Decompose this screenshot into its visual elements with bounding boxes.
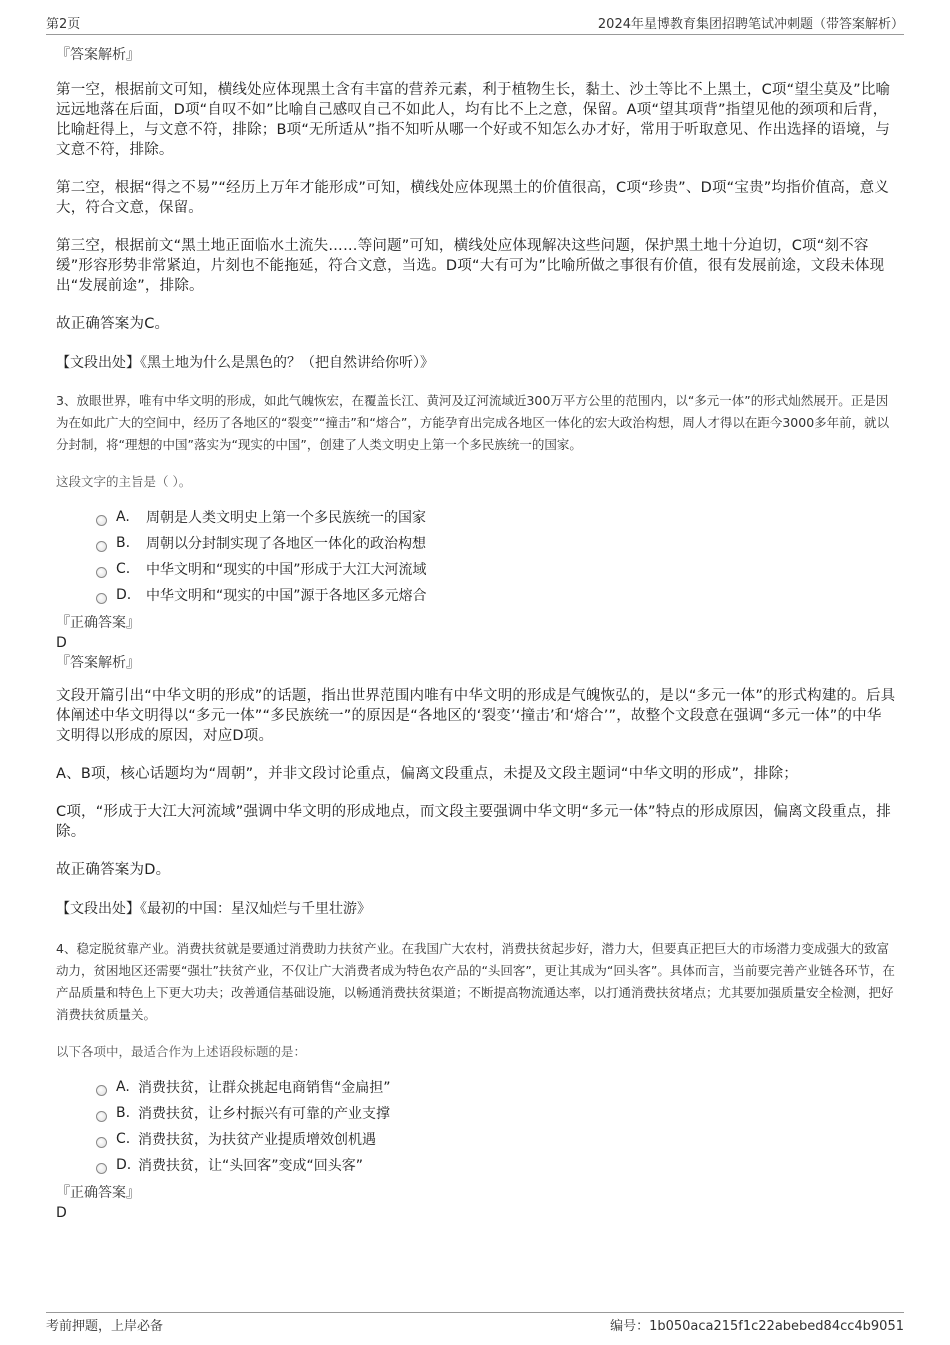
radio-icon[interactable] [96,1163,107,1174]
page-header [46,10,904,35]
radio-icon[interactable] [96,567,107,578]
option-d[interactable]: D. 中华文明和“现实的中国”源于各地区多元熔合 [96,582,896,608]
question-3-options [96,504,896,608]
option-b[interactable]: B. 消费扶贫，让乡村振兴有可靠的产业支撑 [96,1100,896,1126]
analysis-paragraph: 第一空，根据前文可知，横线处应体现黑土含有丰富的营养元素，利于植物生长，黏土、沙土等比不上黑土，C项“望尘莫及”比喻远远地落在后面，D项“自叹不如”比喻自己感叹自己不如此人，均有比不上之意，保留。A项“望其项背”指望见他的颈项和后背，比喻赶得上，与文意不符，排除；B项“无所适从”指不知听从哪一个好或不知怎么办才好，常用于听取意见、作出选择的语境，与文意不符，排除。 [56,82,891,158]
analysis-paragraph: C项，“形成于大江大河流域”强调中华文明的形成地点，而文段主要强调中华文明“多元一体”特点的形成原因，偏离文段重点，排除。 [56,804,891,840]
analysis-conclusion: 故正确答案为D。 [56,862,171,878]
analysis-paragraph: 第三空，根据前文“黑土地正面临水土流失……等问题”可知，横线处应体现解决这些问题，保护黑土地十分迫切，C项“刻不容缓”形容形势非常紧迫，片刻也不能拖延，符合文意，当选。D项“大有可为”比喻所做之事很有价值，很有发展前途，文段未体现出“发展前途”，排除。 [56,238,885,294]
page-content [56,44,896,1222]
option-a[interactable]: A. 周朝是人类文明史上第一个多民族统一的国家 [96,504,896,530]
option-c[interactable]: C. 中华文明和“现实的中国”形成于大江大河流域 [96,556,896,582]
correct-answer: D [56,635,67,651]
radio-icon[interactable] [96,1111,107,1122]
footer-slogan: 考前押题，上岸必备 [46,1319,164,1334]
correct-answer: D [56,1205,67,1221]
question-3-text: 3、放眼世界，唯有中华文明的形成，如此气魄恢宏，在覆盖长江、黄河及辽河流域近300万平方公里的范围内，以“多元一体”的形式灿然展开。正是因为在如此广大的空间中，经历了各地区的“裂变”“撞击”和“熔合”，方能孕育出完成各地区一体化的宏大政治构想，周人才得以在距今3000多年前，就以分封制，将“理想的中国”落实为“现实的中国”，创建了人类文明史上第一个多民族统一的国家。 [56,393,890,452]
analysis-conclusion: 故正确答案为C。 [56,316,170,332]
radio-icon[interactable] [96,515,107,526]
question-3-stem: 这段文字的主旨是（ ）。 [56,474,192,489]
radio-icon[interactable] [96,1085,107,1096]
analysis-paragraph: 文段开篇引出“中华文明的形成”的话题，指出世界范围内唯有中华文明的形成是气魄恢弘的，是以“多元一体”的形式构建的。后具体阐述中华文明得以“多元一体”“多民族统一”的原因是“各地区的‘裂变’‘撞击’和‘熔合’”，故整个文段意在强调“多元一体”的中华文明得以形成的原因，对应D项。 [56,688,896,744]
radio-icon[interactable] [96,1137,107,1148]
page-number: 第2页 [46,17,81,32]
analysis-paragraph: A、B项，核心话题均为“周朝”，并非文段讨论重点，偏离文段重点，未提及文段主题词“中华文明的形成”，排除； [56,766,799,782]
question-4-text: 4、稳定脱贫靠产业。消费扶贫就是要通过消费助力扶贫产业。在我国广大农村，消费扶贫起步好，潜力大，但要真正把巨大的市场潜力变成强大的致富动力，贫困地区还需要“强壮”扶贫产业，不仅让广大消费者成为特色农产品的“头回客”，更让其成为“回头客”。具体而言，当前要完善产业链各环节，在产品质量和特色上下更大功夫；改善通信基础设施，以畅通消费扶贫渠道；不断提高物流通达率，以打通消费扶贫堵点；尤其要加强质量安全检测，把好消费扶贫质量关。 [56,941,895,1022]
document-serial: 编号：1b050aca215f1c22abebed84cc4b9051 [610,1319,904,1334]
option-d[interactable]: D. 消费扶贫，让“头回客”变成“回头客” [96,1152,896,1178]
question-4-options [96,1074,896,1178]
passage-source: 【文段出处】《黑土地为什么是黑色的？（把自然讲给你听）》 [56,355,434,371]
page-footer [46,1312,904,1335]
analysis-paragraph: 第二空，根据“得之不易”“经历上万年才能形成”可知，横线处应体现黑土的价值很高，C项“珍贵”、D项“宝贵”均指价值高，意义大，符合文意，保留。 [56,180,890,216]
question-4-stem: 以下各项中，最适合作为上述语段标题的是： [56,1044,307,1059]
correct-answer-label: 『正确答案』 [56,1185,140,1201]
document-title: 2024年星博教育集团招聘笔试冲刺题（带答案解析） [597,17,904,32]
radio-icon[interactable] [96,541,107,552]
radio-icon[interactable] [96,593,107,604]
analysis-label: 『答案解析』 [56,47,140,63]
analysis-label: 『答案解析』 [56,655,140,671]
passage-source: 【文段出处】《最初的中国：星汉灿烂与千里壮游》 [56,901,371,917]
option-c[interactable]: C. 消费扶贫，为扶贫产业提质增效创机遇 [96,1126,896,1152]
correct-answer-label: 『正确答案』 [56,615,140,631]
option-b[interactable]: B. 周朝以分封制实现了各地区一体化的政治构想 [96,530,896,556]
option-a[interactable]: A. 消费扶贫，让群众挑起电商销售“金扁担” [96,1074,896,1100]
